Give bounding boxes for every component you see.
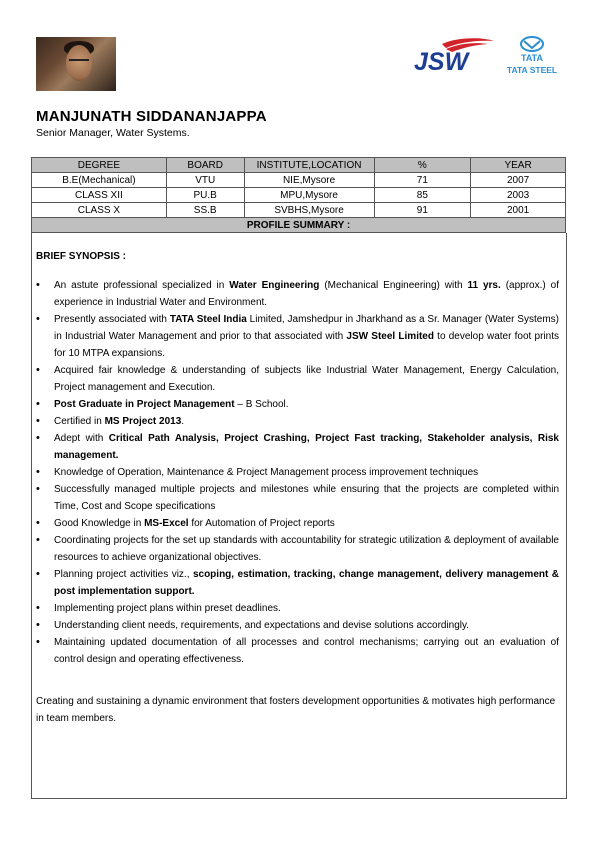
emphasis-text: MS Project 2013 bbox=[104, 416, 182, 427]
table-row bbox=[32, 203, 566, 218]
emphasis-text: JSW Steel Limited bbox=[346, 331, 434, 342]
table-row bbox=[32, 188, 566, 203]
cell-degree: CLASS XII bbox=[32, 188, 167, 203]
cell-institute: SVBHS,Mysore bbox=[244, 203, 374, 218]
tata-steel-logo bbox=[504, 36, 560, 78]
cell-degree: B.E(Mechanical) bbox=[32, 173, 167, 188]
list-item bbox=[36, 311, 559, 362]
cell-percent: 71 bbox=[374, 173, 471, 188]
cell-board: PU.B bbox=[166, 188, 244, 203]
list-item bbox=[36, 413, 559, 430]
education-table bbox=[31, 157, 566, 233]
list-item bbox=[36, 515, 559, 532]
list-item bbox=[36, 481, 559, 515]
jsw-logo-text: JSW bbox=[414, 48, 469, 74]
cell-degree: CLASS X bbox=[32, 203, 167, 218]
tata-steel-text: TATA STEEL bbox=[506, 65, 558, 75]
list-item-text: Knowledge of Operation, Maintenance & Project Management process improvement techniques bbox=[54, 467, 479, 478]
col-year: YEAR bbox=[471, 158, 566, 173]
list-item-text: Maintaining updated documentation of all processes and control mechanisms; carrying out an evaluation of control design and operating effectiveness. bbox=[54, 637, 559, 665]
synopsis-list bbox=[36, 277, 559, 668]
list-item bbox=[36, 634, 559, 668]
list-item-text: Coordinating projects for the set up standards with accountability for strategic utilization & deployment of available resources to achieve organizational objectives. bbox=[54, 535, 559, 563]
candidate-title: Senior Manager, Water Systems. bbox=[36, 127, 190, 139]
list-item bbox=[36, 464, 559, 481]
emphasis-text: TATA Steel India bbox=[169, 314, 247, 325]
profile-photo bbox=[36, 37, 116, 91]
col-board: BOARD bbox=[166, 158, 244, 173]
emphasis-text: Water Engineering bbox=[229, 280, 320, 291]
cell-year: 2007 bbox=[471, 173, 566, 188]
emphasis-text: Critical Path Analysis, Project Crashing, Project Fast tracking, Stakeholder analysis, Risk management. bbox=[54, 433, 559, 461]
jsw-logo bbox=[412, 38, 496, 74]
cell-institute: NIE,Mysore bbox=[244, 173, 374, 188]
profile-summary-row bbox=[32, 218, 566, 233]
list-item-text: Acquired fair knowledge & understanding of subjects like Industrial Water Management, Energy Calculation, Project management and Execution. bbox=[54, 365, 559, 393]
list-item-text: (Mechanical Engineering) with bbox=[319, 280, 468, 291]
emphasis-text: 11 yrs. bbox=[467, 280, 501, 291]
list-item bbox=[36, 277, 559, 311]
cell-institute: MPU,Mysore bbox=[244, 188, 374, 203]
synopsis-title: BRIEF SYNOPSIS : bbox=[36, 251, 127, 262]
cell-year: 2003 bbox=[471, 188, 566, 203]
list-item-text: Successfully managed multiple projects and milestones while ensuring that the projects are completed within Time, Cost and Scope specifications bbox=[54, 484, 559, 512]
emphasis-text: MS-Excel bbox=[144, 518, 189, 529]
list-item-text: (approx.) of experience in Industrial Water and Environment. bbox=[54, 280, 559, 308]
closing-statement: Creating and sustaining a dynamic environment that fosters development opportunities & motivates high performance in team members. bbox=[36, 696, 556, 724]
list-item bbox=[36, 362, 559, 396]
list-item-text: Planning project activities viz., bbox=[54, 569, 193, 580]
list-item-text: . bbox=[181, 416, 185, 427]
cell-percent: 85 bbox=[374, 188, 471, 203]
list-item bbox=[36, 532, 559, 566]
emphasis-text: scoping, estimation, tracking, change management, delivery management & post implementation support. bbox=[54, 569, 560, 597]
col-degree: DEGREE bbox=[32, 158, 167, 173]
cell-board: SS.B bbox=[166, 203, 244, 218]
table-row bbox=[32, 173, 566, 188]
list-item-text: An astute professional specialized in bbox=[54, 280, 230, 291]
list-item-text: – B School. bbox=[234, 399, 289, 410]
candidate-name: MANJUNATH SIDDANANJAPPA bbox=[36, 108, 267, 125]
emphasis-text: Post Graduate in Project Management bbox=[54, 399, 235, 410]
cell-year: 2001 bbox=[471, 203, 566, 218]
col-percent: % bbox=[374, 158, 471, 173]
list-item-text: Limited, Jamshedpur in Jharkhand as a Sr. Manager (Water Systems) in Industrial Water Management and prior to that associated with bbox=[54, 314, 559, 342]
cell-board: VTU bbox=[166, 173, 244, 188]
photo-glasses bbox=[69, 59, 89, 65]
list-item-text: to develop water foot prints for 10 MTPA expansions. bbox=[54, 331, 559, 359]
list-item-text: Adept with bbox=[54, 433, 109, 444]
list-item-text: Certified in bbox=[54, 416, 105, 427]
list-item-text: for Automation of Project reports bbox=[188, 518, 335, 529]
cell-percent: 91 bbox=[374, 203, 471, 218]
profile-summary-heading: PROFILE SUMMARY : bbox=[32, 218, 566, 233]
list-item-text: Presently associated with bbox=[54, 314, 170, 325]
list-item bbox=[36, 617, 559, 634]
list-item-text: Implementing project plans within preset deadlines. bbox=[54, 603, 281, 614]
col-institute: INSTITUTE,LOCATION bbox=[244, 158, 374, 173]
list-item bbox=[36, 430, 559, 464]
list-item bbox=[36, 566, 559, 600]
list-item bbox=[36, 600, 559, 617]
list-item-text: Understanding client needs, requirements, and expectations and devise solutions accordingly. bbox=[54, 620, 470, 631]
education-header-row bbox=[32, 158, 566, 173]
tata-text: TATA bbox=[521, 53, 543, 63]
list-item bbox=[36, 396, 559, 413]
list-item-text: Good Knowledge in bbox=[54, 518, 145, 529]
